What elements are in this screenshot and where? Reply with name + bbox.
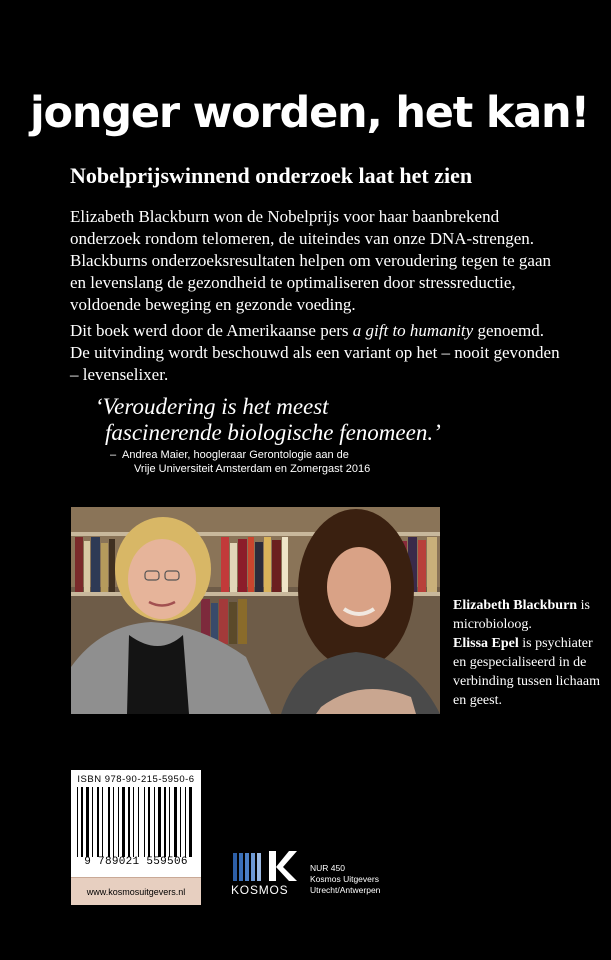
barcode-digits: 9 789021 559506: [84, 856, 188, 868]
barcode-bar: [185, 787, 186, 857]
kosmos-logo: [231, 849, 301, 899]
barcode-bar: [138, 787, 139, 857]
barcode-icon: [77, 787, 195, 857]
blurb-paragraph-2-end: genoemd. De uitvinding wordt beschouwd als een variant op het – nooit gevonden – levenselixer.: [70, 321, 560, 384]
barcode-bar: [148, 787, 150, 857]
barcode-bar: [113, 787, 114, 857]
author-role-2: is psychiater en gespecialiseerd in de verbinding tussen lichaam en geest.: [453, 636, 600, 708]
barcode-bar: [144, 787, 145, 857]
barcode-bar: [118, 787, 119, 857]
quote-attribution: [110, 448, 582, 476]
pull-quote-line-1: ‘Veroudering is het meest: [95, 394, 329, 419]
author-name-1: Elizabeth Blackburn: [453, 598, 578, 613]
publisher-name: Kosmos Uitgevers: [310, 874, 379, 884]
publisher-city: Utrecht/Antwerpen: [310, 885, 381, 895]
barcode-bar: [92, 787, 93, 857]
barcode-bar: [169, 787, 170, 857]
headline: jonger worden, het kan!: [30, 88, 589, 138]
barcode-bar: [102, 787, 103, 857]
attribution-dash: –: [110, 449, 117, 461]
barcode-bar: [180, 787, 181, 857]
author-name-2: Elissa Epel: [453, 636, 519, 651]
barcode-bar: [158, 787, 161, 857]
author-photo: [71, 507, 440, 714]
pull-quote-line-2: fascinerende biologische fenomeen.’: [105, 420, 441, 445]
kosmos-k-icon: [231, 849, 301, 883]
subheading: Nobelprijswinnend onderzoek laat het zien: [70, 163, 473, 188]
barcode-panel: [71, 770, 201, 905]
isbn-label: ISBN 978-90-215-5950-6: [77, 774, 195, 785]
attribution-line-1: Andrea Maier, hoogleraar Gerontologie aan de: [122, 449, 349, 461]
barcode-bar: [97, 787, 99, 857]
logo-text: KOSMOS: [231, 883, 289, 897]
barcode-bar: [189, 787, 192, 857]
barcode-bar: [77, 787, 78, 857]
barcode-bar: [128, 787, 130, 857]
author-photo-illustration: [71, 507, 440, 714]
barcode-bar: [81, 787, 83, 857]
author-role-1: is microbioloog.: [453, 598, 590, 632]
barcode-bar: [122, 787, 125, 857]
barcode-bar: [164, 787, 166, 857]
attribution-line-2: Vrije Universiteit Amsterdam en Zomergast 2016: [134, 463, 371, 475]
publisher-website: www.kosmosuitgevers.nl: [71, 877, 201, 905]
author-caption: [453, 596, 603, 710]
blurb-paragraph-2-italic: a gift to humanity: [352, 321, 474, 340]
pull-quote: [95, 394, 565, 446]
nur-code: NUR 450: [310, 863, 345, 873]
barcode-bar: [133, 787, 134, 857]
barcode-bar: [174, 787, 177, 857]
barcode-bar: [154, 787, 155, 857]
barcode-bar: [108, 787, 110, 857]
blurb-paragraph-2-start: Dit boek werd door de Amerikaanse pers: [70, 321, 353, 340]
publisher-info: [310, 863, 450, 896]
blurb-paragraph-1: Elizabeth Blackburn won de Nobelprijs voor haar baanbrekend onderzoek rondom telomeren, de uiteindes van onze DNA-strengen. Blackburns onderzoeksresultaten helpen om veroudering tegen te gaan en levenslang de gezondheid te optimaliseren door stressreductie, voldoende beweging en gezonde voeding.: [70, 207, 552, 314]
barcode-bar: [86, 787, 89, 857]
blurb-paragraph-2: [70, 320, 565, 386]
